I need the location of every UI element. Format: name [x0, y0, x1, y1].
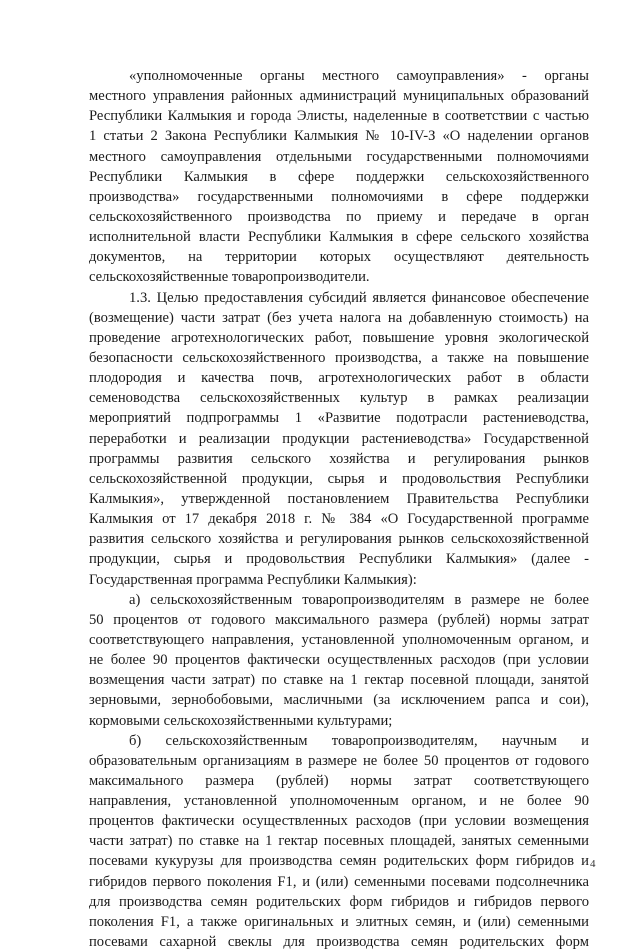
- text-line: максимального размера (рублей) нормы затрат соответствующего: [89, 772, 589, 789]
- text-line: мероприятий подпрограммы 1 «Развитие подотрасли растениеводства,: [89, 410, 589, 427]
- text-line: сельскохозяйственного производства по приему и передаче в орган: [89, 208, 589, 225]
- text-line: (возмещение) части затрат (без учета налога на добавленную стоимость) на: [89, 309, 589, 326]
- text-line: образовательным организациям в размере не более 50 процентов от годового: [89, 752, 589, 769]
- text-line: направления, установленной уполномоченным органом, и не более 90: [89, 793, 589, 810]
- text-line: местного самоуправления отдельными государственными полномочиями: [89, 148, 589, 165]
- text-line: а) сельскохозяйственным товаропроизводителям в размере не более: [129, 591, 589, 608]
- text-line: исполнительной власти Республики Калмыкия в сфере сельского хозяйства: [89, 229, 589, 246]
- text-line: посевами кукурузы для производства семян родительских форм гибридов и: [89, 853, 589, 870]
- text-line: 1 статьи 2 Закона Республики Калмыкия № 10-IV-З «О наделении органов: [89, 128, 589, 145]
- text-line: «уполномоченные органы местного самоуправления» - органы: [129, 68, 589, 84]
- text-line: посевами сахарной свеклы для производства семян родительских форм: [89, 934, 589, 951]
- text-line: проведение агротехнологических работ, повышение уровня экологической: [89, 329, 589, 346]
- text-line: Калмыкия», утвержденной постановлением Правительства Республики: [89, 490, 589, 507]
- text-line: семеноводства сельскохозяйственных культур в рамках реализации: [89, 390, 589, 407]
- text-line: поколения F1, а также оригинальных и элитных семян, и (или) семенными: [89, 913, 589, 930]
- text-line: гибридов первого поколения F1, и (или) семенными посевами подсолнечника: [89, 873, 589, 890]
- text-line: сельскохозяйственные товаропроизводители.: [89, 269, 370, 286]
- body-text: [89, 66, 589, 952]
- text-line: производства» государственными полномочиями в сфере поддержки: [89, 188, 589, 205]
- text-line: процентов фактически осуществленных расходов (при условии возмещения: [89, 813, 589, 830]
- text-line: части затрат) по ставке на 1 гектар посевных площадей, занятых семенными: [89, 833, 589, 850]
- text-line: безопасности сельскохозяйственного производства, а также на повышение: [89, 349, 589, 366]
- text-line: сельскохозяйственной продукции, сырья и продовольствия Республики: [89, 470, 589, 487]
- text-line: переработки и реализации продукции растениеводства» Государственной: [89, 430, 589, 447]
- text-line: плодородия и качества почв, агротехнологических работ в области: [89, 370, 589, 387]
- text-line: развития сельского хозяйства и регулирования рынков сельскохозяйственной: [89, 531, 589, 548]
- text-line: зерновыми, зернобобовыми, масличными (за исключением рапса и сои),: [89, 692, 589, 709]
- page-number: 4: [590, 858, 596, 870]
- text-line: продукции, сырья и продовольствия Республики Калмыкия» (далее -: [89, 551, 589, 568]
- text-line: 50 процентов от годового максимального размера (рублей) нормы затрат: [89, 611, 589, 628]
- text-line: б) сельскохозяйственным товаропроизводителям, научным и: [129, 732, 589, 749]
- text-line: документов, на территории которых осуществляют деятельность: [89, 249, 589, 266]
- text-line: для производства семян родительских форм гибридов и гибридов первого: [89, 893, 589, 910]
- text-line: кормовыми сельскохозяйственными культурами;: [89, 712, 393, 729]
- text-line: возмещения части затрат) по ставке на 1 гектар посевной площади, занятой: [89, 672, 589, 689]
- text-line: Республики Калмыкия в сфере поддержки сельскохозяйственного: [89, 168, 589, 185]
- text-line: не более 90 процентов фактически осуществленных расходов (при условии: [89, 652, 589, 669]
- text-line: соответствующего направления, установленной уполномоченным органом, и: [89, 631, 589, 648]
- text-line: 1.3. Целью предоставления субсидий является финансовое обеспечение: [129, 289, 589, 306]
- text-line: Государственная программа Республики Калмыкия):: [89, 571, 417, 588]
- text-line: Республики Калмыкия и города Элисты, наделенные в соответствии с частью: [89, 108, 589, 125]
- text-line: Калмыкия от 17 декабря 2018 г. № 384 «О Государственной программе: [89, 511, 589, 528]
- text-line: местного управления районных администраций муниципальных образований: [89, 88, 589, 105]
- text-line: программы развития сельского хозяйства и регулирования рынков: [89, 450, 589, 467]
